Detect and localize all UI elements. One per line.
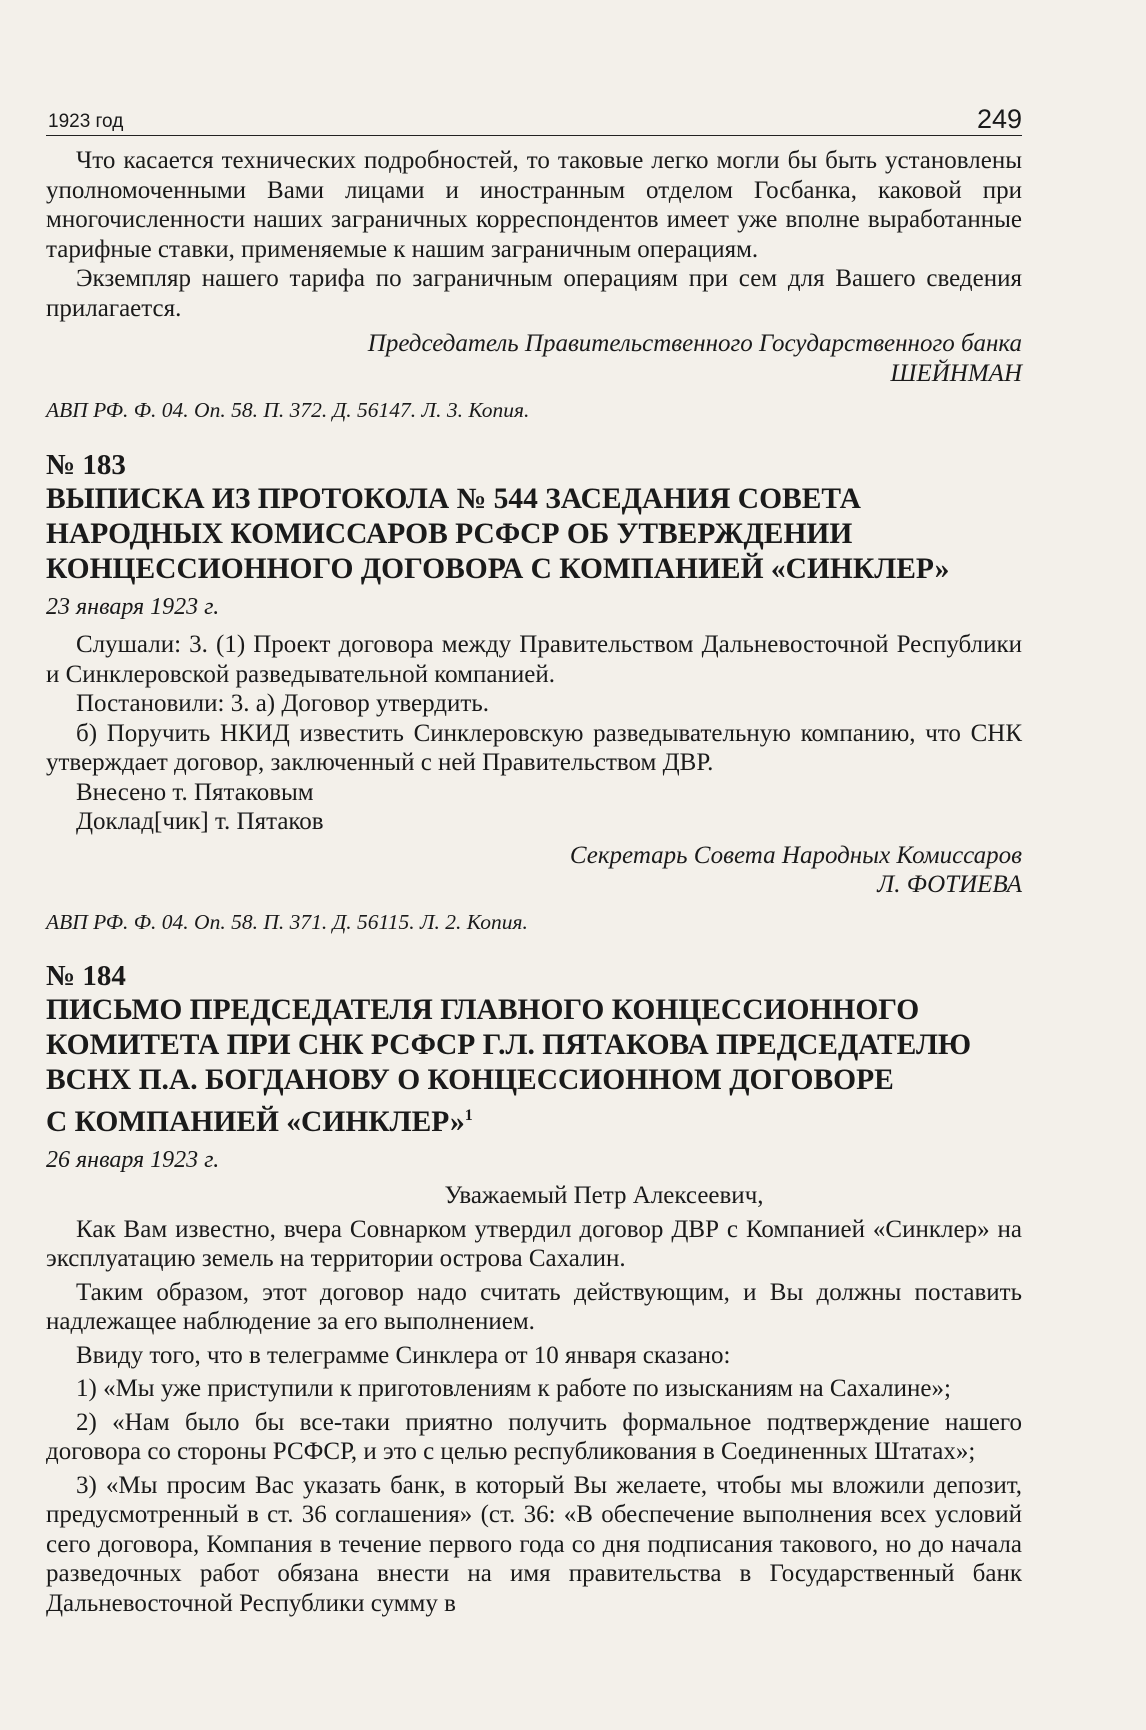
title-line xyxy=(46,1098,1022,1140)
document-date: 26 января 1923 г. xyxy=(46,1146,220,1173)
paragraph: Что касается технических подробностей, то таковые легко могли бы быть установлены уполномоченными Вами лицами и иностранным отделом Госбанка, каковой при многочисленности наших заграничных корреспондентов имеет уже вполне выработанные тарифные ставки, применяемые к нашим заграничным операциям. xyxy=(46,147,1022,263)
signature-name: ШЕЙНМАН xyxy=(890,359,1022,387)
title-line: НАРОДНЫХ КОМИССАРОВ РСФСР ОБ УТВЕРЖДЕНИИ xyxy=(46,517,853,550)
paragraph: Экземпляр нашего тарифа по заграничным операциям при сем для Вашего сведения прилагается. xyxy=(46,265,1022,322)
quoted-item: 3) «Мы просим Вас указать банк, в который Вы желаете, чтобы мы вложили депозит, предусмотренный в ст. 36 соглашения» (ст. 36: «В обеспечение выполнения всех условий сего договора, Компания в течение первого года со дня подписания такового, но до начала разведочных работ обязана внести на имя правительства в Государственный банк Дальневосточной Республики сумму в xyxy=(46,1471,1022,1617)
paragraph: Таким образом, этот договор надо считать действующим, и Вы должны поставить надлежащее наблюдение за его выполнением. xyxy=(46,1278,1022,1336)
running-header xyxy=(46,104,1022,136)
archive-reference: АВП РФ. Ф. 04. Оп. 58. П. 372. Д. 56147. Л. 3. Копия. xyxy=(46,398,530,422)
document-title xyxy=(46,993,1022,1140)
signature-title: Секретарь Совета Народных Комиссаров xyxy=(569,841,1022,869)
salutation: Уважаемый Петр Алексеевич, xyxy=(444,1182,764,1210)
title-line: КОМИТЕТА ПРИ СНК РСФСР Г.Л. ПЯТАКОВА ПРЕДСЕДАТЕЛЮ xyxy=(46,1029,972,1061)
paragraph: Постановили: 3. а) Договор утвердить. xyxy=(76,690,489,717)
paragraph: Ввиду того, что в телеграмме Синклера от 10 января сказано: xyxy=(76,1341,731,1369)
document-number: № 183 xyxy=(46,448,126,481)
document-number: № 184 xyxy=(46,960,126,992)
paragraph: Доклад[чик] т. Пятаков xyxy=(76,808,324,835)
archive-reference: АВП РФ. Ф. 04. Оп. 58. П. 371. Д. 56115. Л. 2. Копия. xyxy=(46,909,528,934)
signature-title: Председатель Правительственного Государственного банка xyxy=(367,330,1022,357)
title-line: КОНЦЕССИОННОГО ДОГОВОРА С КОМПАНИЕЙ «СИНКЛЕР» xyxy=(46,552,950,585)
footnote-marker: 1 xyxy=(464,1107,473,1124)
paragraph: б) Поручить НКИД известить Синклеровскую разведывательную компанию, что СНК утверждает договор, заключенный с ней Правительством ДВР. xyxy=(46,719,1022,776)
page-number: 249 xyxy=(976,104,1022,134)
quoted-item: 1) «Мы уже приступили к приготовлениям к работе по изысканиям на Сахалине»; xyxy=(76,1375,951,1403)
document-body xyxy=(46,146,1022,1618)
document-title xyxy=(46,482,1022,587)
paragraph: Как Вам известно, вчера Совнарком утвердил договор ДВР с Компанией «Синклер» на эксплуатацию земель на территории острова Сахалин. xyxy=(46,1215,1022,1273)
signature-name: Л. ФОТИЕВА xyxy=(877,871,1022,898)
paragraph: Слушали: 3. (1) Проект договора между Правительством Дальневосточной Республики и Синклеровской разведывательной компанией. xyxy=(46,631,1022,688)
title-line: ПИСЬМО ПРЕДСЕДАТЕЛЯ ГЛАВНОГО КОНЦЕССИОННОГО xyxy=(46,994,920,1026)
title-line-text: С КОМПАНИЕЙ «СИНКЛЕР» xyxy=(46,1105,465,1138)
title-line: ВСНХ П.А. БОГДАНОВУ О КОНЦЕССИОННОМ ДОГОВОРЕ xyxy=(46,1064,894,1096)
quoted-item: 2) «Нам было бы все-таки приятно получить формальное подтверждение нашего договора со стороны РСФСР, и это с целью республикования в Соединенных Штатах»; xyxy=(46,1408,1022,1466)
title-line: ВЫПИСКА ИЗ ПРОТОКОЛА № 544 ЗАСЕДАНИЯ СОВЕТА xyxy=(46,482,861,515)
document-date: 23 января 1923 г. xyxy=(46,593,220,620)
paragraph: Внесено т. Пятаковым xyxy=(76,778,314,806)
header-year: 1923 год xyxy=(48,111,124,132)
